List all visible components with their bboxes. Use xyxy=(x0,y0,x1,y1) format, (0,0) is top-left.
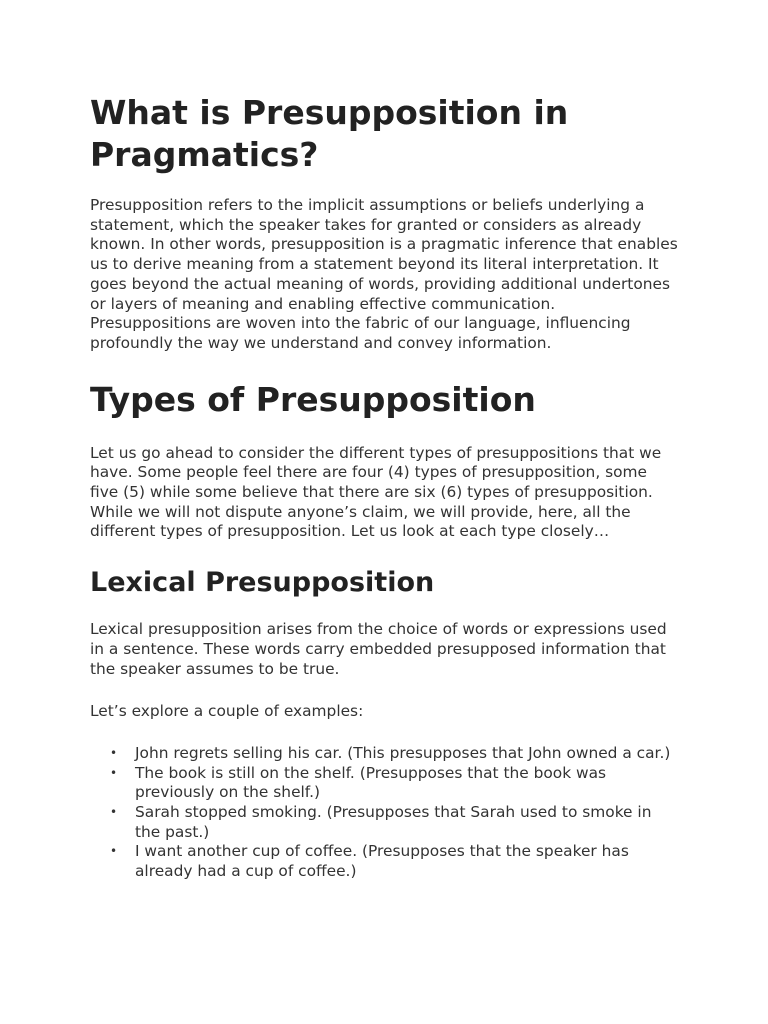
list-item-text: I want another cup of coffee. (Presupposes that the speaker has already had a cup of coffee.) xyxy=(135,842,629,881)
bullet-icon: • xyxy=(110,745,118,760)
intro-paragraph: Presupposition refers to the implicit assumptions or beliefs underlying a statement, which the speaker takes for granted or considers as already known. In other words, presupposition is a pragmatic inference that enables us to derive meaning from a statement beyond its literal interpretation. It goes beyond the actual meaning of words, providing additional undertones or layers of meaning and enabling effective communication. Presuppositions are woven into the fabric of our language, influencing profoundly the way we understand and convey information. xyxy=(90,196,678,352)
list-item-text: John regrets selling his car. (This presupposes that John owned a car.) xyxy=(135,743,671,762)
bullet-icon: • xyxy=(110,805,118,820)
list-item xyxy=(90,803,680,842)
list-item xyxy=(90,842,680,881)
lexical-paragraph: Lexical presupposition arises from the choice of words or expressions used in a sentence. These words carry embedded presupposed information that the speaker assumes to be true. xyxy=(90,620,667,678)
page-title: What is Presupposition in Pragmatics? xyxy=(90,93,569,174)
bullet-icon: • xyxy=(110,844,118,859)
lexical-heading: Lexical Presupposition xyxy=(90,567,435,599)
types-paragraph: Let us go ahead to consider the different types of presuppositions that we have. Some people feel there are four (4) types of presupposition, some five (5) while some believe that there are six (6) types of presupposition. While we will not dispute anyone’s claim, we will provide, here, all the different types of presupposition. Let us look at each type closely… xyxy=(90,443,662,541)
bullet-icon: • xyxy=(110,765,118,780)
list-item-text: The book is still on the shelf. (Presupposes that the book was previously on the shelf.) xyxy=(135,763,607,802)
list-item xyxy=(90,764,680,803)
examples-list xyxy=(90,744,680,882)
document-page xyxy=(90,92,680,882)
list-item-text: Sarah stopped smoking. (Presupposes that Sarah used to smoke in the past.) xyxy=(135,803,652,841)
list-item xyxy=(90,744,680,764)
examples-intro: Let’s explore a couple of examples: xyxy=(90,702,364,721)
types-heading: Types of Presupposition xyxy=(90,379,536,419)
